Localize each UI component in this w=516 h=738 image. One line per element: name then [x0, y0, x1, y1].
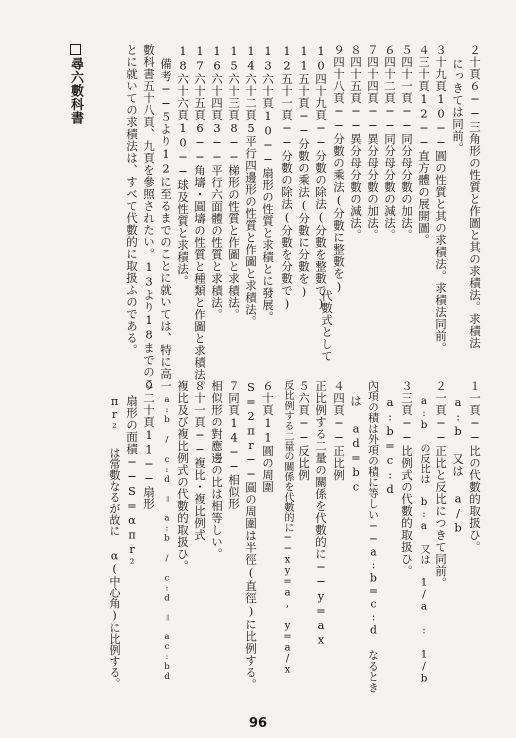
text-column-l8: は ad=bc	[349, 395, 363, 494]
text-column-r8: ８四十五頁──異分母分數の減法。	[349, 44, 363, 241]
text-column-r13: 13六十頁10──扇形の性質と求積とに發展。	[261, 44, 275, 323]
text-column-r14: 14六十二頁5平行四邊形の性質と作圖と求積法。	[244, 44, 258, 328]
text-column-l2: a:b 又は a/b	[451, 395, 465, 535]
text-column-r3: ３十九頁10──圓の性質と其の求積法。求積法同前。	[434, 44, 448, 354]
text-column-r10: 10四十九頁──分數の除法(分數を整數で)	[314, 44, 328, 311]
remarks-line-2: 數科書五十八頁、九頁を參照されたい。13より18までのこ	[142, 44, 156, 390]
text-column-l14: S=2πr──圓の周圍は半徑(直徑)に比例する。	[244, 380, 258, 691]
text-column-l18: 複比及び複比例式の代數的取扱ひ。	[176, 380, 190, 572]
text-column-r7: ７四十四頁──異分母分數の加法。	[366, 44, 380, 241]
text-column-l7: 內項の積は外項の積に等しい──a:b=c:d なるとき	[367, 380, 380, 693]
remarks-line-3: とに就いての求積法は、すべて代數的に取扱ふのである。	[125, 44, 139, 356]
text-column-r4: ４三十頁12──直方體の展開圖。	[417, 44, 431, 246]
text-column-l20: ９二十頁11──扇形	[142, 380, 156, 510]
text-column-r1: ２十頁６──三角形の性質と作圖と其の求積法。求積法	[468, 44, 482, 349]
text-column-r2: にっきては同前。	[451, 58, 465, 154]
remarks-line-1: 備考──５より12に至るまでのことに就いては、特に高一	[159, 58, 173, 392]
text-column-r12: 12五十一頁──分數の除法(分數を分數で)	[280, 44, 294, 311]
text-column-l9: ４四頁──正比例	[332, 380, 346, 481]
text-column-r18: 18六十六頁10──球及性質と求積法。	[176, 44, 190, 287]
text-column-r17: 17六十五頁6──角壔・圓壔の性質と種類と作圖と求積法。	[193, 44, 207, 393]
section-heading	[68, 44, 82, 125]
bracket-label: 代數式として	[320, 290, 334, 362]
text-column-l22: πr² は常數なるが故に α(中心角)に比例する。	[108, 395, 121, 690]
text-column-r5: ５四十一頁──同分母分數の加法。	[400, 44, 414, 241]
text-column-l10: 正比例する二量の關係を代數的に──y=ax	[314, 380, 328, 647]
text-column-r6: ６四十二頁──同分母分數の減法。	[383, 44, 397, 241]
text-column-r11: 11五十頁──分數の乘法(分數に分數を)	[297, 44, 311, 299]
text-column-l4: a:b の反比は b:a 又は 1/a : 1/b	[418, 395, 430, 685]
text-column-l3: ２一頁──正比と反比につきて同前。	[434, 380, 448, 589]
text-column-l15: ７同頁14──相似形	[227, 380, 241, 510]
text-column-l6: a:b=c:d	[383, 395, 397, 497]
text-column-l12: 反比例する二量の關係を代數的に──xy=a, y=a/x	[282, 380, 293, 676]
text-column-r15: 15六十三頁8──梯形の性質と作圖と求積法。	[227, 44, 241, 321]
text-column-l21: 扇形の面積──S=απr²	[125, 395, 139, 571]
page-number: 96	[248, 716, 268, 731]
text-column-r16: 16六十四頁3──平行六面體の性質と求積法。	[210, 44, 224, 321]
text-column-l17: ８十一頁──複比・複比例式	[193, 380, 207, 541]
box-mark-icon	[70, 44, 81, 55]
text-column-l16: 相似形の對應邊の比は相等しい。	[210, 380, 224, 560]
text-column-r9: ９四十八頁──分數の乘法(分數に整數を)	[332, 44, 346, 294]
section-heading-text: 尋六數科書	[68, 57, 83, 125]
text-column-l11: ５六頁──反比例	[297, 380, 311, 481]
text-column-l13: ６十頁11圓の周圍	[261, 380, 275, 493]
text-column-l19: a:b / c:d ＝ a:b / c:d ＝ ac:bd	[162, 395, 172, 683]
text-column-l1: １一頁──比の代數的取扱ひ。	[468, 380, 482, 553]
text-column-l5: ３三頁──比例式の代數的取扱ひ。	[400, 380, 414, 577]
